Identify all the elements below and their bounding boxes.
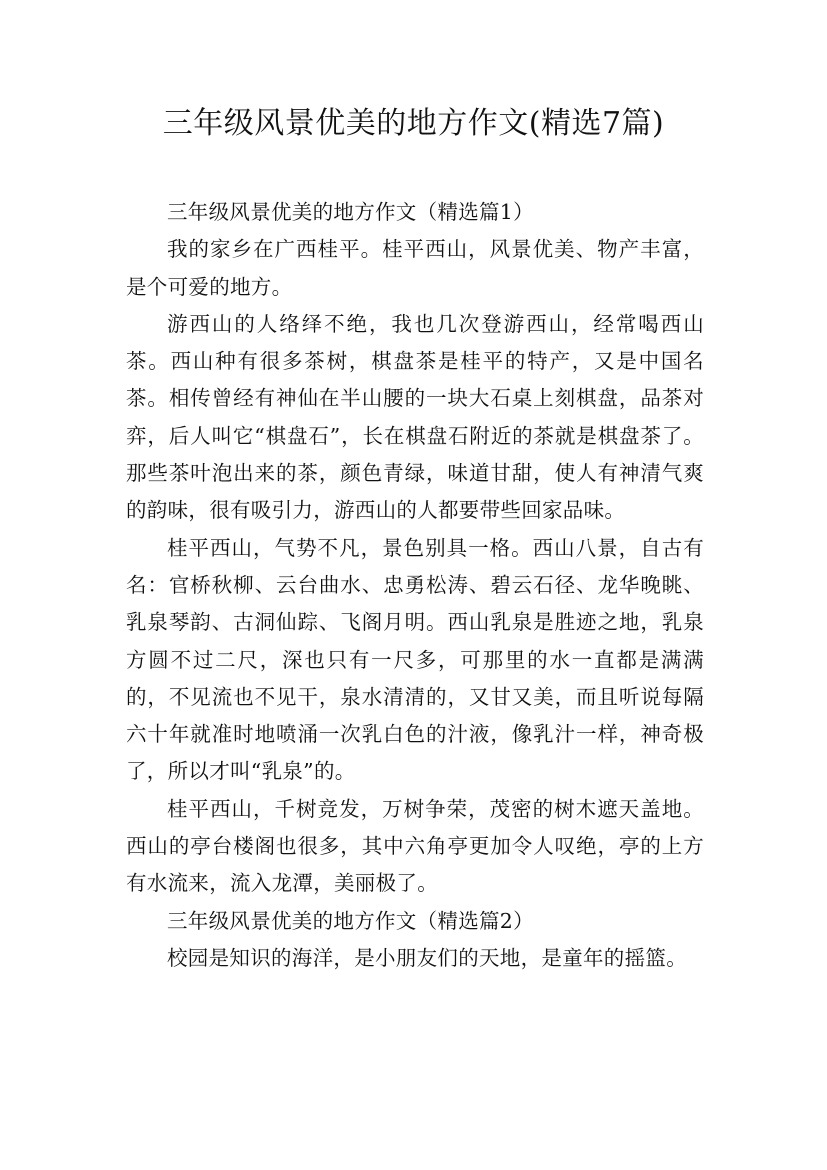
paragraph: 桂平西山，气势不凡，景色别具一格。西山八景，自古有名：官桥秋柳、云台曲水、忠勇松涛、碧云石径、龙华晚眺、乳泉琴韵、古洞仙踪、飞阁月明。西山乳泉是胜迹之地，乳泉方圆不过二尺，深也只有一尺多，可那里的水一直都是满满的，不见流也不见干，泉水清清的，又甘又美，而且听说每隔六十年就准时地喷涌一次乳白色的汁液，像乳汁一样，神奇极了，所以才叫“乳泉”的。 bbox=[126, 535, 704, 784]
paragraph: 桂平西山，千树竞发，万树争荣，茂密的树木遮天盖地。西山的亭台楼阁也很多，其中六角亭更加令人叹绝，亭的上方有水流来，流入龙潭，美丽极了。 bbox=[126, 796, 704, 896]
paragraph: 校园是知识的海洋，是小朋友们的天地，是童年的摇篮。 bbox=[167, 945, 687, 970]
paragraph: 我的家乡在广西桂平。桂平西山，风景优美、物产丰富，是个可爱的地方。 bbox=[126, 237, 704, 299]
section-heading-1: 三年级风景优美的地方作文（精选篇1） bbox=[167, 200, 534, 224]
document-title: 三年级风景优美的地方作文(精选7篇) bbox=[162, 106, 665, 141]
document-body bbox=[126, 194, 704, 977]
paragraph: 游西山的人络绎不绝，我也几次登游西山，经常喝西山茶。西山种有很多茶树，棋盘茶是桂平的特产，又是中国名茶。相传曾经有神仙在半山腰的一块大石桌上刻棋盘，品茶对弈，后人叫它“棋盘石”，长在棋盘石附近的茶就是棋盘茶了。那些茶叶泡出来的茶，颜色青绿，味道甘甜，使人有神清气爽的韵味，很有吸引力，游西山的人都要带些回家品味。 bbox=[126, 311, 704, 523]
section-heading-2: 三年级风景优美的地方作文（精选篇2） bbox=[167, 908, 534, 933]
